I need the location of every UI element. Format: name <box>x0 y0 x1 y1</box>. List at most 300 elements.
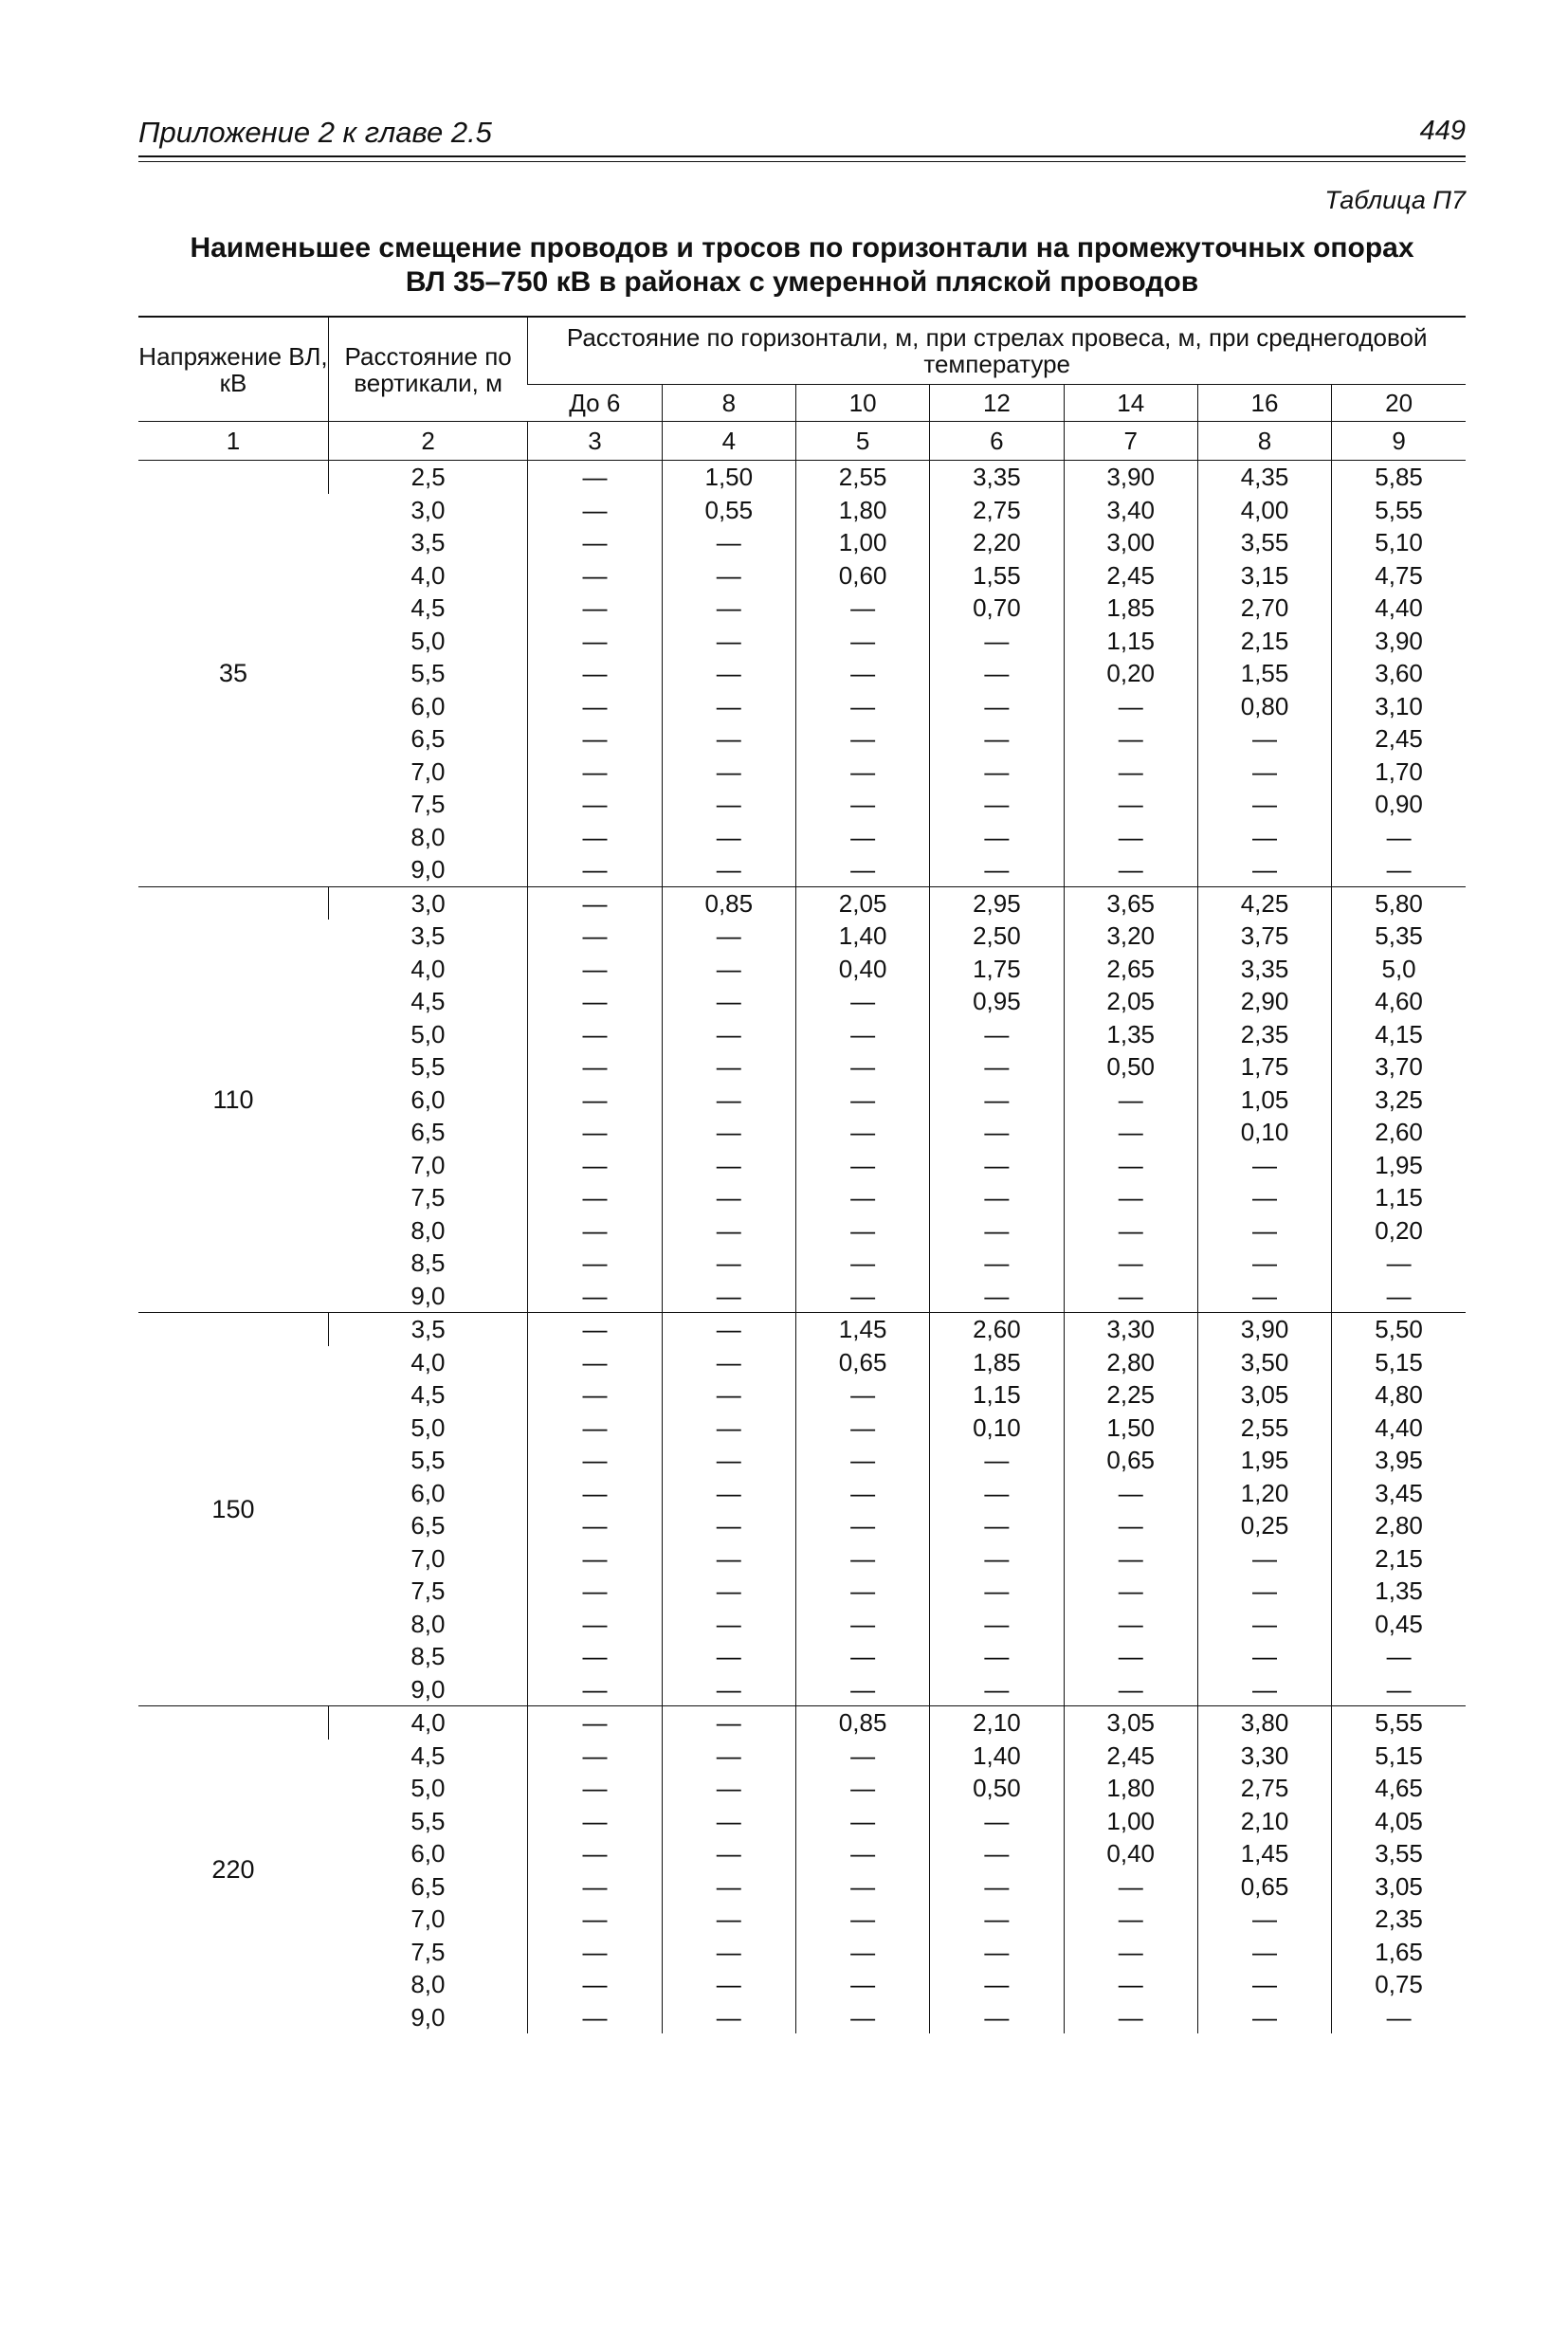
offset-cell: — <box>528 1673 662 1706</box>
offset-cell: 1,45 <box>1197 1837 1331 1870</box>
offset-cell: 5,35 <box>1332 920 1466 953</box>
offset-cell: 1,50 <box>662 461 795 494</box>
offset-cell: — <box>930 1575 1064 1608</box>
offset-cell: — <box>1197 821 1331 854</box>
offset-cell: — <box>662 1116 795 1149</box>
table-row <box>138 1903 1466 1936</box>
header-divider <box>138 161 1466 162</box>
table-row <box>138 1772 1466 1805</box>
offset-cell: — <box>1197 1968 1331 2001</box>
offset-cell: 1,80 <box>795 494 929 527</box>
offset-cell: 3,80 <box>1197 1706 1331 1740</box>
column-number: 7 <box>1064 422 1197 461</box>
vertical-distance-cell: 5,5 <box>410 659 446 687</box>
offset-cell: — <box>795 853 929 886</box>
table-row <box>138 1084 1466 1117</box>
vertical-distance-cell: 7,0 <box>410 1543 446 1573</box>
offset-cell: — <box>662 1608 795 1641</box>
offset-cell: 1,95 <box>1197 1444 1331 1477</box>
table-row <box>138 625 1466 658</box>
offset-cell: — <box>662 1509 795 1542</box>
table-row <box>138 2001 1466 2034</box>
offset-cell: — <box>662 1870 795 1904</box>
table-row <box>138 526 1466 559</box>
offset-cell: — <box>528 1477 662 1510</box>
offset-cell: — <box>662 1936 795 1969</box>
offset-cell: 4,75 <box>1332 559 1466 592</box>
offset-cell: — <box>1197 1247 1331 1280</box>
table-row <box>138 1870 1466 1904</box>
offset-cell: — <box>1064 1214 1197 1248</box>
offset-cell: — <box>930 756 1064 789</box>
offset-cell: 2,45 <box>1332 722 1466 756</box>
header-vertical-distance: Расстояние по вертикали, м <box>328 317 527 422</box>
offset-cell: — <box>662 1477 795 1510</box>
offset-cell: — <box>795 1837 929 1870</box>
offset-cell: 2,95 <box>930 886 1064 920</box>
offset-cell: 3,90 <box>1064 461 1197 494</box>
column-number: 4 <box>662 422 795 461</box>
table-row <box>138 722 1466 756</box>
vertical-distance-cell: 4,0 <box>410 954 446 983</box>
offset-cell: 4,60 <box>1332 985 1466 1018</box>
offset-cell: — <box>528 1509 662 1542</box>
offset-cell: 1,35 <box>1332 1575 1466 1608</box>
offset-cell: — <box>930 853 1064 886</box>
offset-cell: — <box>930 657 1064 690</box>
vertical-distance-cell: 5,0 <box>410 626 446 655</box>
table-row <box>138 592 1466 625</box>
offset-cell: — <box>930 1673 1064 1706</box>
offset-cell: — <box>662 1772 795 1805</box>
offset-cell: 3,30 <box>1197 1740 1331 1773</box>
vertical-distance-cell: 3,5 <box>328 1313 527 1346</box>
offset-cell: 1,40 <box>795 920 929 953</box>
offset-cell: — <box>528 1740 662 1773</box>
table-caption <box>138 231 1466 300</box>
vertical-distance-cell: 4,5 <box>410 987 446 1015</box>
offset-cell: 0,90 <box>1332 788 1466 821</box>
offset-cell: — <box>1064 1116 1197 1149</box>
offset-cell: 3,10 <box>1332 690 1466 723</box>
vertical-distance-cell: 6,0 <box>410 1084 446 1114</box>
offset-cell: 2,10 <box>1197 1805 1331 1838</box>
offset-cell: — <box>795 1968 929 2001</box>
offset-cell: — <box>795 756 929 789</box>
offset-cell: — <box>662 1313 795 1346</box>
offset-cell: — <box>795 1378 929 1412</box>
offset-cell: 2,90 <box>1197 985 1331 1018</box>
offset-cell: 3,45 <box>1332 1477 1466 1510</box>
table-row <box>138 1018 1466 1051</box>
header-horizontal-distance: Расстояние по горизонтали, м, при стрелах провеса, м, при среднегодовой температуре <box>528 317 1466 385</box>
offset-cell: 0,85 <box>795 1706 929 1740</box>
offset-cell: — <box>662 953 795 986</box>
offset-cell: — <box>662 1018 795 1051</box>
offset-cell: — <box>662 2001 795 2034</box>
vertical-distance-cell: 5,0 <box>410 1019 446 1048</box>
header-sag: 10 <box>795 385 929 422</box>
offset-cell: — <box>528 953 662 986</box>
vertical-distance-cell: 5,0 <box>410 1774 446 1802</box>
offset-cell: — <box>930 690 1064 723</box>
vertical-distance-cell: 4,0 <box>410 560 446 590</box>
vertical-distance-cell: 9,0 <box>410 1674 446 1704</box>
offset-cell: — <box>662 1542 795 1576</box>
table-row <box>138 1214 1466 1248</box>
table-row <box>138 1247 1466 1280</box>
offset-cell: 2,80 <box>1332 1509 1466 1542</box>
offset-cell: 0,10 <box>1197 1116 1331 1149</box>
offset-cell: 4,65 <box>1332 1772 1466 1805</box>
offset-cell: 3,95 <box>1332 1444 1466 1477</box>
offset-cell: — <box>930 1149 1064 1182</box>
offset-cell: — <box>1064 1575 1197 1608</box>
offset-cell: 2,45 <box>1064 559 1197 592</box>
table-row <box>138 1444 1466 1477</box>
offset-cell: — <box>1197 1149 1331 1182</box>
offset-cell: — <box>528 1214 662 1248</box>
offset-cell: — <box>1064 1477 1197 1510</box>
vertical-distance-cell: 6,5 <box>410 1511 446 1540</box>
table-row <box>138 559 1466 592</box>
offset-cell: — <box>795 1542 929 1576</box>
offset-cell: — <box>662 1181 795 1214</box>
offset-cell: 1,35 <box>1064 1018 1197 1051</box>
offset-cell: 2,35 <box>1197 1018 1331 1051</box>
offset-cell: 0,95 <box>930 985 1064 1018</box>
offset-cell: — <box>662 1968 795 2001</box>
offset-cell: — <box>662 1805 795 1838</box>
offset-cell: — <box>528 1444 662 1477</box>
offset-cell: — <box>1197 1640 1331 1673</box>
offset-cell: 2,35 <box>1332 1903 1466 1936</box>
offset-cell: 2,55 <box>795 461 929 494</box>
voltage-cell: 220 <box>138 1706 328 2034</box>
vertical-distance-cell: 8,0 <box>410 1215 446 1245</box>
vertical-distance-cell: 6,0 <box>410 1478 446 1507</box>
offset-cell: — <box>528 722 662 756</box>
offset-cell: — <box>528 1018 662 1051</box>
offset-cell: — <box>795 985 929 1018</box>
offset-cell: — <box>795 1870 929 1904</box>
offset-cell: 3,25 <box>1332 1084 1466 1117</box>
vertical-distance-cell: 8,5 <box>410 1642 446 1670</box>
table-row <box>138 886 1466 920</box>
offset-cell: — <box>528 1936 662 1969</box>
offset-cell: — <box>930 1936 1064 1969</box>
offset-cell: — <box>795 1903 929 1936</box>
vertical-distance-cell: 6,5 <box>410 1871 446 1901</box>
vertical-distance-cell: 3,0 <box>410 495 446 524</box>
offset-cell: — <box>528 1772 662 1805</box>
vertical-distance-cell: 7,5 <box>410 1576 446 1605</box>
offset-cell: — <box>795 1509 929 1542</box>
offset-cell: — <box>1332 853 1466 886</box>
offset-cell: — <box>662 1706 795 1740</box>
offset-cell: — <box>662 526 795 559</box>
offset-cell: 2,55 <box>1197 1412 1331 1445</box>
offset-cell: 2,20 <box>930 526 1064 559</box>
offset-cell: 5,85 <box>1332 461 1466 494</box>
offset-cell: — <box>528 592 662 625</box>
vertical-distance-cell: 8,0 <box>410 1609 446 1638</box>
offset-cell: 4,80 <box>1332 1378 1466 1412</box>
vertical-distance-cell: 4,0 <box>410 1347 446 1376</box>
offset-cell: — <box>795 788 929 821</box>
offset-cell: — <box>1064 1968 1197 2001</box>
offset-cell: — <box>528 1247 662 1280</box>
offset-cell: — <box>795 1444 929 1477</box>
table-row <box>138 985 1466 1018</box>
offset-cell: 1,85 <box>1064 592 1197 625</box>
header-sag: 20 <box>1332 385 1466 422</box>
offset-cell: — <box>528 1378 662 1412</box>
offset-cell: 4,40 <box>1332 1412 1466 1445</box>
offset-cell: — <box>1197 1214 1331 1248</box>
vertical-distance-cell: 4,0 <box>328 1706 527 1740</box>
offset-cell: — <box>528 1412 662 1445</box>
offset-cell: — <box>528 1116 662 1149</box>
offset-cell: 2,75 <box>1197 1772 1331 1805</box>
offset-cell: — <box>662 1412 795 1445</box>
offset-cell: — <box>662 1247 795 1280</box>
offset-cell: — <box>662 1640 795 1673</box>
offset-cell: — <box>930 2001 1064 2034</box>
offset-cell: — <box>528 526 662 559</box>
table-row <box>138 1509 1466 1542</box>
offset-cell: — <box>662 821 795 854</box>
column-number: 9 <box>1332 422 1466 461</box>
offset-cell: — <box>795 1640 929 1673</box>
offset-cell: 3,65 <box>1064 886 1197 920</box>
column-number: 6 <box>930 422 1064 461</box>
offset-cell: 1,00 <box>1064 1805 1197 1838</box>
offset-cell: 2,05 <box>795 886 929 920</box>
offset-cell: 5,50 <box>1332 1313 1466 1346</box>
vertical-distance-cell: 7,0 <box>410 756 446 786</box>
offset-cell: 1,15 <box>1332 1181 1466 1214</box>
offset-cell: — <box>528 1050 662 1084</box>
offset-cell: — <box>528 1575 662 1608</box>
offset-cell: — <box>662 559 795 592</box>
column-number: 2 <box>328 422 527 461</box>
vertical-distance-cell: 6,5 <box>410 1118 446 1146</box>
offset-cell: — <box>528 1870 662 1904</box>
offset-cell: 0,25 <box>1197 1509 1331 1542</box>
offset-cell: — <box>795 625 929 658</box>
table-row <box>138 1936 1466 1969</box>
offset-cell: 2,75 <box>930 494 1064 527</box>
offset-cell: 3,50 <box>1197 1346 1331 1379</box>
table-row <box>138 1740 1466 1773</box>
offset-cell: — <box>1332 1673 1466 1706</box>
offset-cell: 2,45 <box>1064 1740 1197 1773</box>
offset-cell: — <box>930 1542 1064 1576</box>
offset-cell: 3,05 <box>1197 1378 1331 1412</box>
offset-cell: — <box>930 1247 1064 1280</box>
table-row <box>138 1149 1466 1182</box>
offset-cell: 2,65 <box>1064 953 1197 986</box>
offset-cell: 2,80 <box>1064 1346 1197 1379</box>
offset-cell: 5,55 <box>1332 1706 1466 1740</box>
offset-cell: 1,50 <box>1064 1412 1197 1445</box>
offset-cell: 1,45 <box>795 1313 929 1346</box>
offset-cell: 1,00 <box>795 526 929 559</box>
data-table <box>138 316 1466 2033</box>
vertical-distance-cell: 9,0 <box>410 2002 446 2032</box>
offset-cell: 1,70 <box>1332 756 1466 789</box>
caption-line-2: ВЛ 35–750 кВ в районах с умеренной пляской проводов <box>405 266 1199 298</box>
offset-cell: 5,15 <box>1332 1740 1466 1773</box>
offset-cell: — <box>795 592 929 625</box>
vertical-distance-cell: 2,5 <box>328 461 527 494</box>
offset-cell: — <box>662 788 795 821</box>
table-row <box>138 1640 1466 1673</box>
table-row <box>138 1050 1466 1084</box>
offset-cell: — <box>1197 1673 1331 1706</box>
offset-cell: — <box>930 821 1064 854</box>
offset-cell: — <box>662 1214 795 1248</box>
offset-cell: — <box>1064 1542 1197 1576</box>
table-row <box>138 690 1466 723</box>
vertical-distance-cell: 7,5 <box>410 1183 446 1212</box>
column-number: 1 <box>138 422 328 461</box>
offset-cell: — <box>1064 1640 1197 1673</box>
offset-cell: — <box>528 1181 662 1214</box>
vertical-distance-cell: 9,0 <box>410 855 446 884</box>
offset-cell: 2,70 <box>1197 592 1331 625</box>
offset-cell: — <box>662 1050 795 1084</box>
offset-cell: — <box>930 788 1064 821</box>
vertical-distance-cell: 4,5 <box>410 1380 446 1409</box>
table-row <box>138 1575 1466 1608</box>
offset-cell: — <box>1064 1936 1197 1969</box>
offset-cell: — <box>930 1608 1064 1641</box>
table-row <box>138 1608 1466 1641</box>
offset-cell: 1,80 <box>1064 1772 1197 1805</box>
offset-cell: 0,60 <box>795 559 929 592</box>
offset-cell: — <box>795 1740 929 1773</box>
offset-cell: 0,65 <box>1064 1444 1197 1477</box>
offset-cell: 3,35 <box>1197 953 1331 986</box>
offset-cell: — <box>795 1018 929 1051</box>
vertical-distance-cell: 5,5 <box>410 1052 446 1081</box>
offset-cell: — <box>662 1149 795 1182</box>
vertical-distance-cell: 8,5 <box>410 1248 446 1277</box>
page-number: 449 <box>1419 116 1466 146</box>
table-row <box>138 1378 1466 1412</box>
offset-cell: — <box>528 690 662 723</box>
offset-cell: — <box>1197 2001 1331 2034</box>
offset-cell: — <box>662 1084 795 1117</box>
offset-cell: — <box>795 1673 929 1706</box>
offset-cell: 0,65 <box>1197 1870 1331 1904</box>
offset-cell: — <box>1197 788 1331 821</box>
offset-cell: 4,00 <box>1197 494 1331 527</box>
vertical-distance-cell: 6,0 <box>410 691 446 720</box>
header-sag: 14 <box>1064 385 1197 422</box>
offset-cell: — <box>662 1444 795 1477</box>
offset-cell: — <box>930 625 1064 658</box>
offset-cell: — <box>528 1313 662 1346</box>
offset-cell: 3,60 <box>1332 657 1466 690</box>
offset-cell: 3,70 <box>1332 1050 1466 1084</box>
table-row <box>138 1346 1466 1379</box>
offset-cell: — <box>528 461 662 494</box>
offset-cell: — <box>930 1837 1064 1870</box>
offset-cell: 0,40 <box>1064 1837 1197 1870</box>
offset-cell: 1,75 <box>930 953 1064 986</box>
offset-cell: — <box>1064 2001 1197 2034</box>
offset-cell: — <box>795 1575 929 1608</box>
offset-cell: — <box>662 853 795 886</box>
offset-cell: 0,20 <box>1064 657 1197 690</box>
offset-cell: 3,55 <box>1332 1837 1466 1870</box>
offset-cell: — <box>795 1936 929 1969</box>
offset-cell: 1,55 <box>930 559 1064 592</box>
offset-cell: 3,20 <box>1064 920 1197 953</box>
offset-cell: — <box>1064 1903 1197 1936</box>
offset-cell: — <box>1064 853 1197 886</box>
offset-cell: — <box>930 1181 1064 1214</box>
offset-cell: — <box>795 657 929 690</box>
table-row <box>138 1116 1466 1149</box>
vertical-distance-cell: 6,5 <box>410 724 446 753</box>
offset-cell: 2,60 <box>1332 1116 1466 1149</box>
offset-cell: 5,0 <box>1332 953 1466 986</box>
offset-cell: 4,05 <box>1332 1805 1466 1838</box>
offset-cell: — <box>1064 1181 1197 1214</box>
offset-cell: — <box>1064 1673 1197 1706</box>
table-row <box>138 461 1466 494</box>
vertical-distance-cell: 4,5 <box>410 593 446 622</box>
offset-cell: — <box>795 2001 929 2034</box>
offset-cell: 1,65 <box>1332 1936 1466 1969</box>
offset-cell: 1,15 <box>930 1378 1064 1412</box>
offset-cell: — <box>662 920 795 953</box>
offset-cell: 3,00 <box>1064 526 1197 559</box>
offset-cell: — <box>1197 1280 1331 1313</box>
offset-cell: — <box>795 1181 929 1214</box>
table-row <box>138 1837 1466 1870</box>
offset-cell: 2,50 <box>930 920 1064 953</box>
vertical-distance-cell: 7,0 <box>410 1150 446 1179</box>
offset-cell: 1,85 <box>930 1346 1064 1379</box>
offset-cell: 3,05 <box>1332 1870 1466 1904</box>
table-row <box>138 788 1466 821</box>
offset-cell: — <box>1197 722 1331 756</box>
offset-cell: — <box>1197 1903 1331 1936</box>
offset-cell: — <box>1064 1608 1197 1641</box>
offset-cell: — <box>795 1050 929 1084</box>
offset-cell: 2,15 <box>1332 1542 1466 1576</box>
offset-cell: — <box>1064 788 1197 821</box>
offset-cell: — <box>1064 1084 1197 1117</box>
offset-cell: — <box>662 1673 795 1706</box>
table-row <box>138 1280 1466 1313</box>
offset-cell: — <box>662 985 795 1018</box>
vertical-distance-cell: 5,5 <box>410 1446 446 1474</box>
offset-cell: 5,55 <box>1332 494 1466 527</box>
voltage-cell: 150 <box>138 1313 328 1706</box>
table-row <box>138 1673 1466 1706</box>
offset-cell: 2,05 <box>1064 985 1197 1018</box>
offset-cell: — <box>528 1706 662 1740</box>
offset-cell: 2,10 <box>930 1706 1064 1740</box>
offset-cell: — <box>528 1968 662 2001</box>
offset-cell: 4,15 <box>1332 1018 1466 1051</box>
